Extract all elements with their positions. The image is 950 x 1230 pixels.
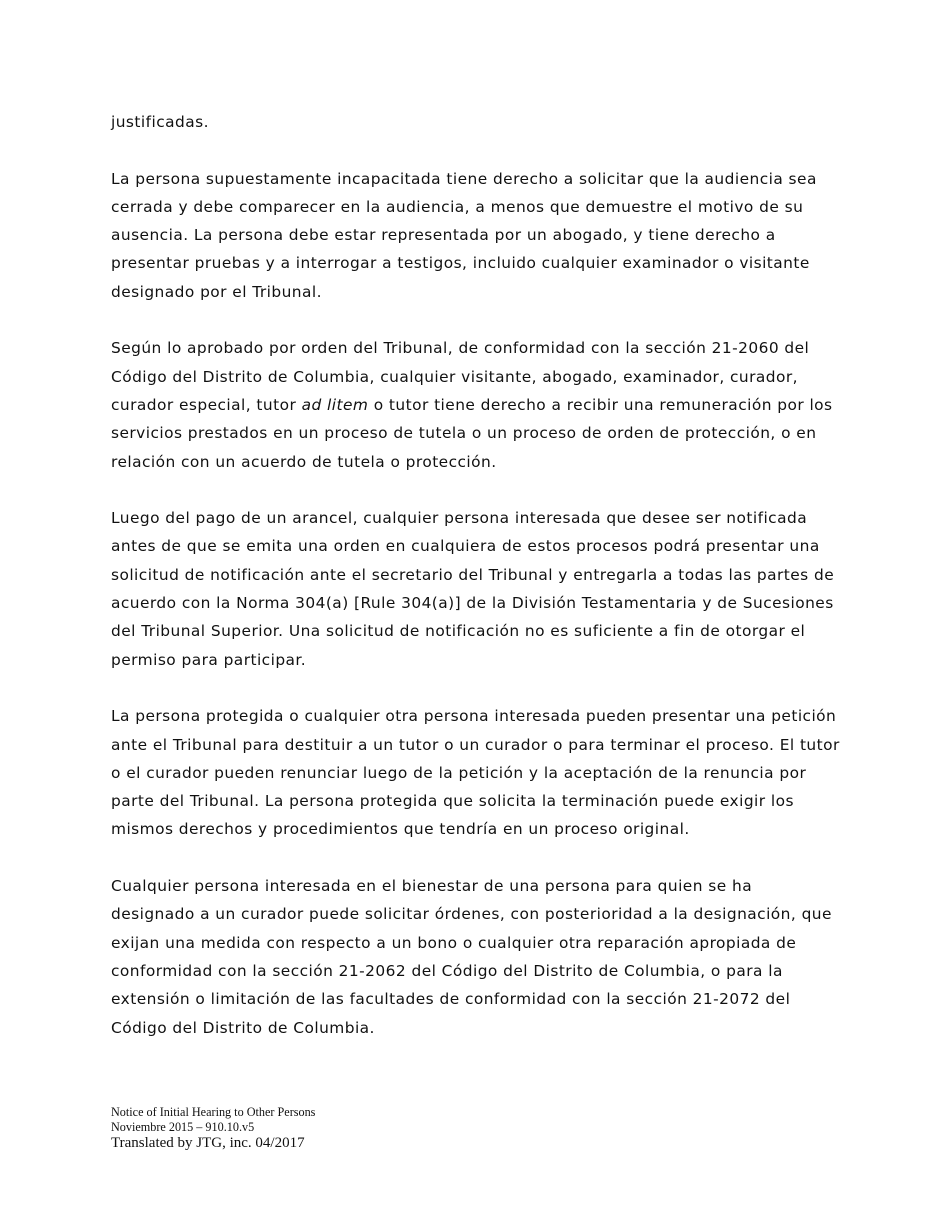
paragraph-compensation [111,334,841,475]
paragraph-compensation-italic: ad litem [301,395,369,414]
paragraph-orders-request: Cualquier persona interesada en el bienestar de una persona para quien se ha designado a un curador puede solicitar órdenes, con posterioridad a la designación, que exijan una medida con respecto a un bono o cualquier otra reparación apropiada de conformidad con la sección 21-2062 del Código del Distrito de Columbia, o para la extensión o limitación de las facultades de conformidad con la sección 21-2072 del Código del Distrito de Columbia. [111,877,832,1037]
paragraph-hearing-rights: La persona supuestamente incapacitada tiene derecho a solicitar que la audiencia sea cerrada y debe comparecer en la audiencia, a menos que demuestre el motivo de su ausencia. La persona debe estar representada por un abogado, y tiene derecho a presentar pruebas y a interrogar a testigos, incluido cualquier examinador o visitante designado por el Tribunal. [111,169,817,301]
footer-form-title: Notice of Initial Hearing to Other Persons [111,1105,316,1119]
page-footer [111,1105,315,1152]
paragraph-compensation-after: o tutor tiene derecho a recibir una remuneración por los servicios prestados en un proceso de tutela o un proceso de orden de protección, o en relación con un acuerdo de tutela o protección. [111,395,833,471]
paragraph-removal-petition: La persona protegida o cualquier otra persona interesada pueden presentar una petición ante el Tribunal para destituir a un tutor o un curador o para terminar el proceso. El tutor o el curador pueden renunciar luego de la petición y la aceptación de la renuncia por parte del Tribunal. La persona protegida que solicita la terminación puede exigir los mismos derechos y procedimientos que tendría en un proceso original. [111,707,840,839]
footer-form-version: Noviembre 2015 – 910.10.v5 [111,1119,255,1134]
footer-translator: Translated by JTG, inc. 04/2017 [111,1135,305,1151]
paragraph-continuation: justificadas. [111,113,209,131]
document-body [111,108,841,1070]
paragraph-compensation-before: Según lo aprobado por orden del Tribunal, de conformidad con la sección 21-2060 del Código del Distrito de Columbia, cualquier visitante, abogado, examinador, curador, curador especial, tutor [111,339,810,414]
paragraph-notification-request: Luego del pago de un arancel, cualquier persona interesada que desee ser notificada antes de que se emita una orden en cualquiera de estos procesos podrá presentar una solicitud de notificación ante el secretario del Tribunal y entregarla a todas las partes de acuerdo con la Norma 304(a) [Rule 304(a)] de la División Testamentaria y de Sucesiones del Tribunal Superior. Una solicitud de notificación no es suficiente a fin de otorgar el permiso para participar. [111,509,835,669]
